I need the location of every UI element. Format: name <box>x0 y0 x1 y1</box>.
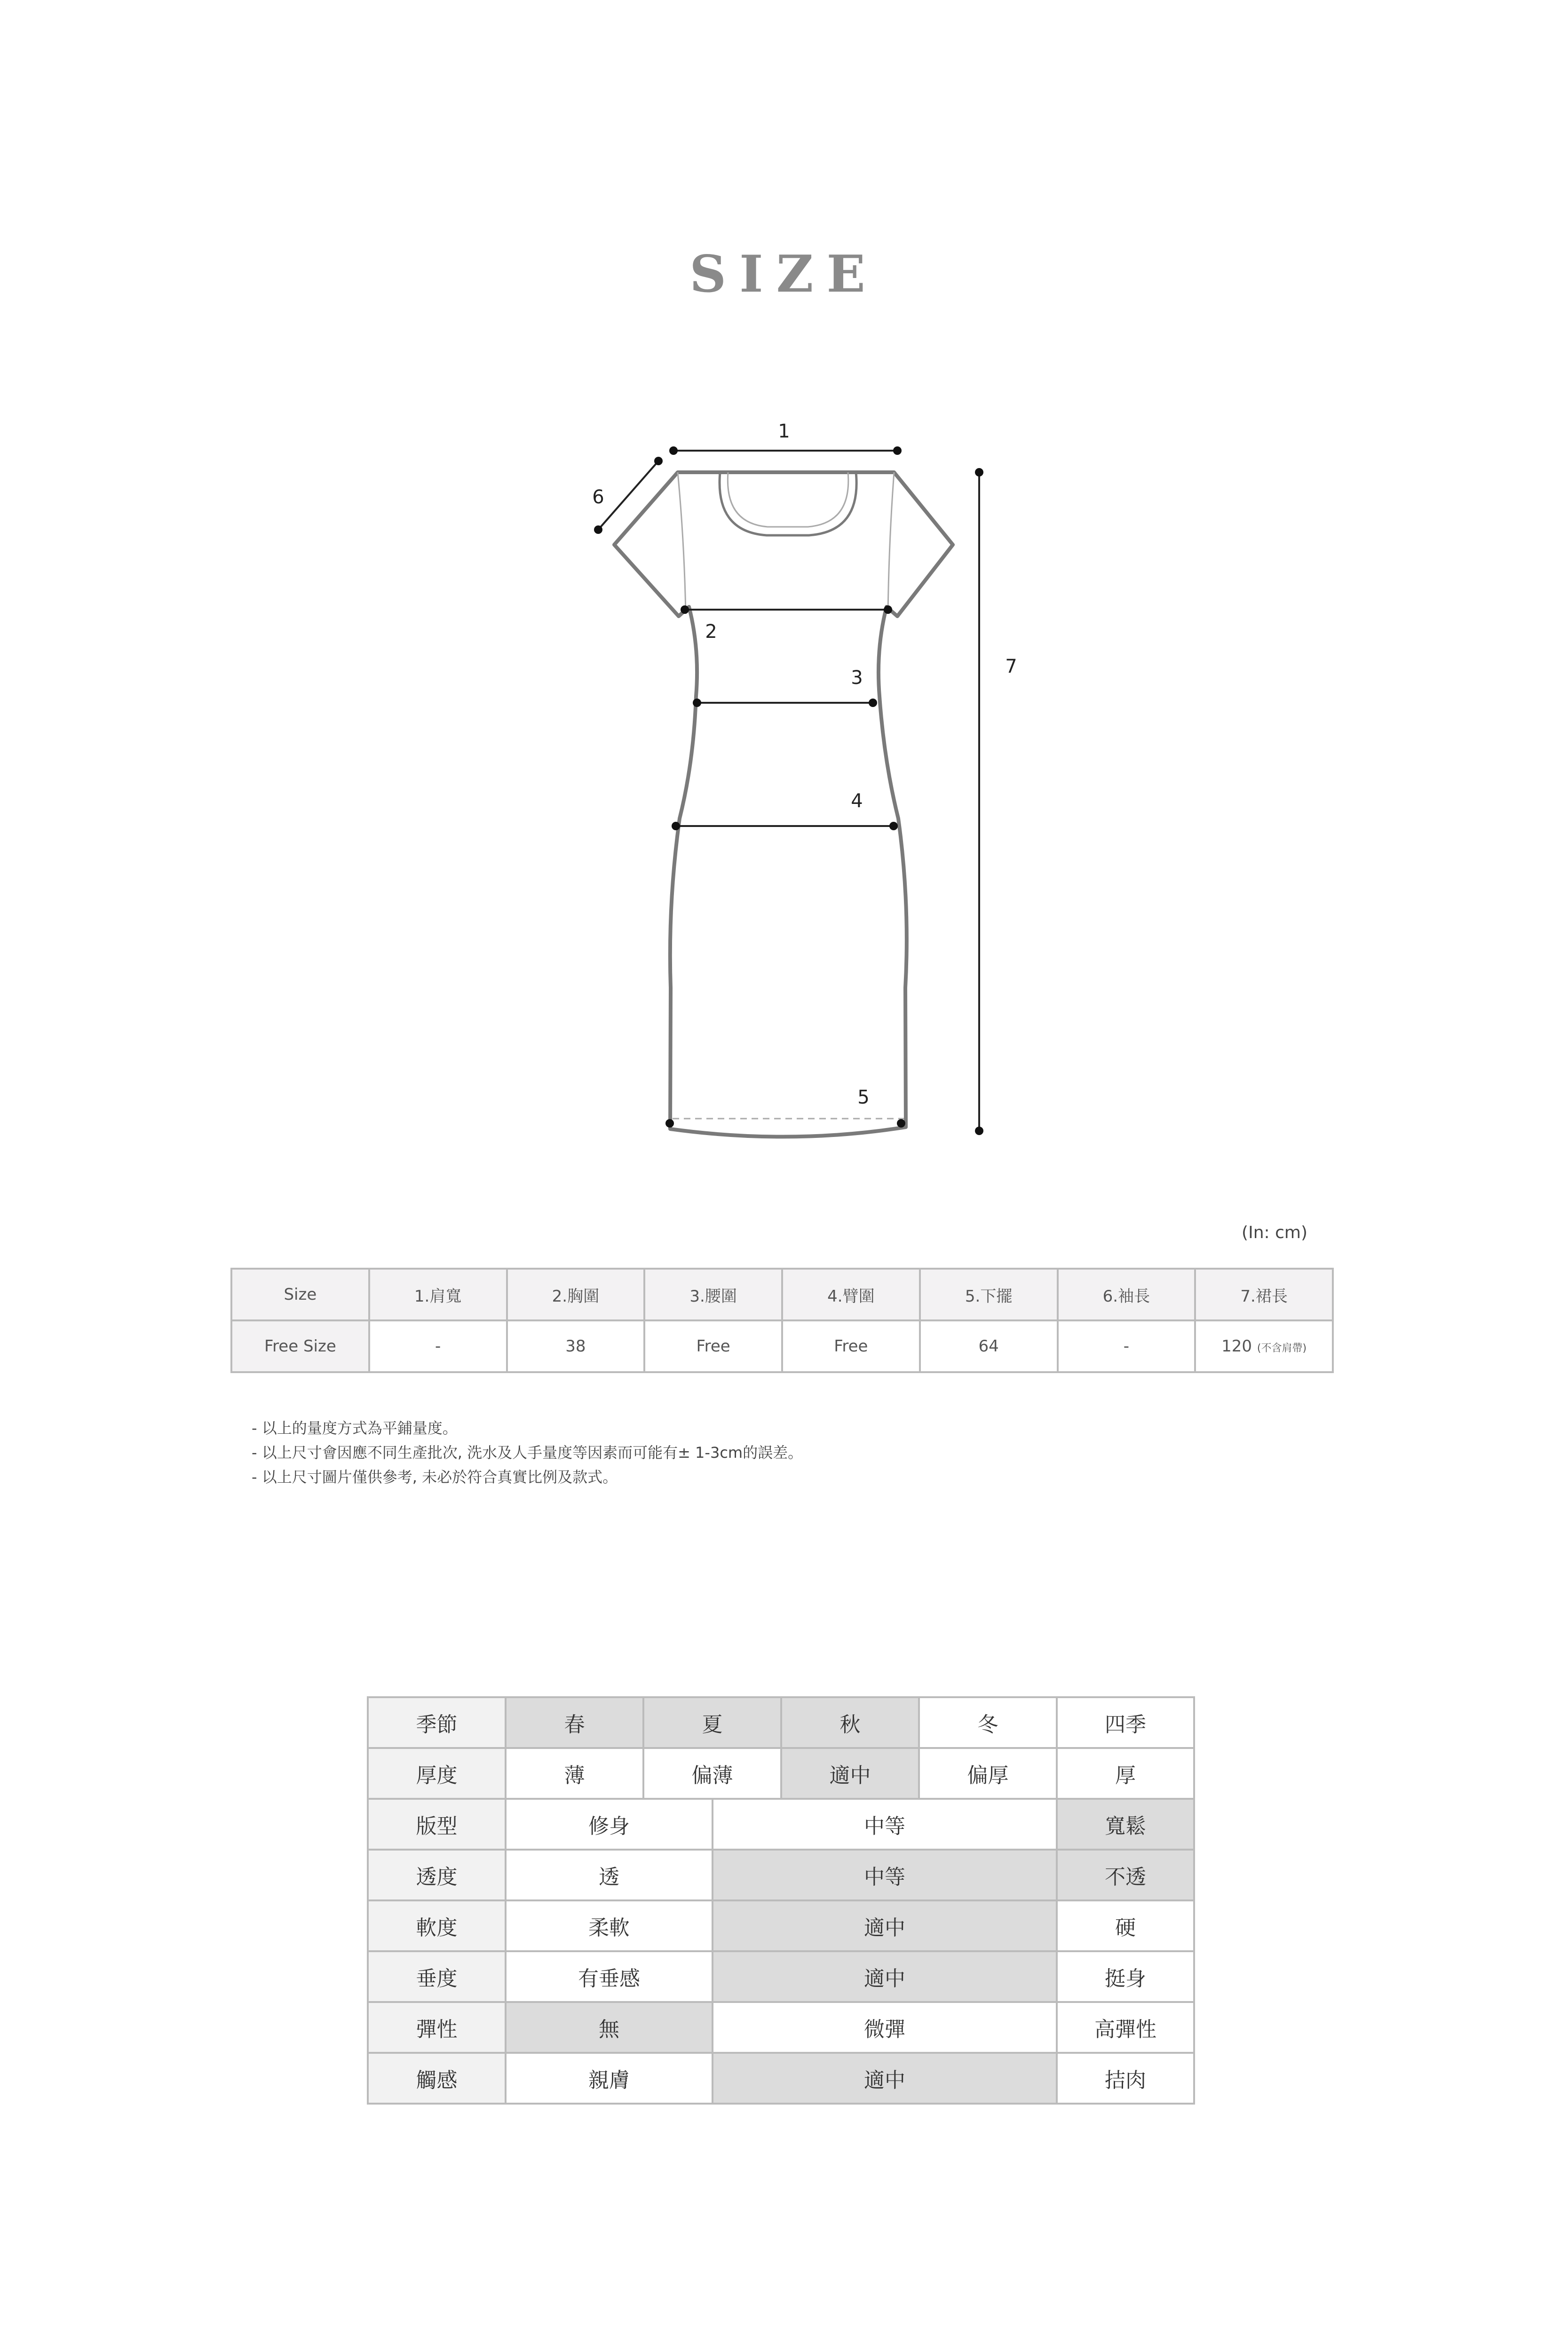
measure-dot <box>672 822 680 830</box>
size-value-cell <box>1195 1320 1333 1372</box>
size-header-cell: 1.肩寬 <box>369 1269 507 1320</box>
property-option: 有垂感 <box>506 1951 713 2002</box>
size-header-cell: 6.袖長 <box>1058 1269 1196 1320</box>
measure-dot <box>869 699 877 707</box>
label-hip: 4 <box>851 790 863 812</box>
label-chest: 2 <box>705 621 717 643</box>
property-option: 微彈 <box>713 2002 1057 2053</box>
property-option: 適中 <box>713 2053 1057 2104</box>
property-option: 適中 <box>713 1951 1057 2002</box>
measure-dot <box>975 1127 983 1135</box>
measure-dot <box>893 446 902 455</box>
size-table-header-row <box>231 1269 1333 1320</box>
note-line: - 以上尺寸圖片僅供參考, 未必於符合真實比例及款式。 <box>252 1468 618 1486</box>
measure-dot <box>594 525 602 534</box>
label-shoulder: 1 <box>778 421 790 442</box>
measure-dot <box>889 822 898 830</box>
property-option: 中等 <box>713 1799 1057 1850</box>
property-option: 柔軟 <box>506 1900 713 1951</box>
measure-dot <box>669 446 678 455</box>
property-option: 無 <box>506 2002 713 2053</box>
size-table <box>230 1268 1334 1373</box>
size-header-cell: 3.腰圍 <box>644 1269 782 1320</box>
size-value-cell: Free <box>644 1320 782 1372</box>
size-row-label: Free Size <box>231 1320 369 1372</box>
measure-dot <box>654 457 663 465</box>
property-option: 挺身 <box>1057 1951 1194 2002</box>
property-option: 透 <box>506 1850 713 1900</box>
property-row-drape <box>368 1951 1194 2002</box>
property-label: 彈性 <box>368 2002 506 2053</box>
property-label: 軟度 <box>368 1900 506 1951</box>
size-header-cell: 4.臂圍 <box>782 1269 920 1320</box>
property-row-touch <box>368 2053 1194 2104</box>
property-option: 不透 <box>1057 1850 1194 1900</box>
property-row-season <box>368 1697 1194 1748</box>
property-row-thickness <box>368 1748 1194 1799</box>
property-option: 硬 <box>1057 1900 1194 1951</box>
size-value-cell: Free <box>782 1320 920 1372</box>
label-length: 7 <box>1005 656 1017 677</box>
property-option: 親膚 <box>506 2053 713 2104</box>
size-header-cell: 7.裙長 <box>1195 1269 1333 1320</box>
property-label: 季節 <box>368 1697 506 1748</box>
measurement-notes <box>252 1416 803 1489</box>
property-option: 偏厚 <box>919 1748 1057 1799</box>
size-value-cell: - <box>1058 1320 1196 1372</box>
property-option: 修身 <box>506 1799 713 1850</box>
property-row-elasticity <box>368 2002 1194 2053</box>
size-table-row <box>231 1320 1333 1372</box>
size-value-cell: 64 <box>920 1320 1058 1372</box>
property-label: 版型 <box>368 1799 506 1850</box>
page-title: SIZE <box>689 245 879 304</box>
measure-dot <box>884 605 892 614</box>
measure-dot <box>681 605 689 614</box>
measure-dot <box>975 468 983 477</box>
size-header-cell: Size <box>231 1269 369 1320</box>
measure-dot <box>897 1119 905 1128</box>
property-option: 中等 <box>713 1850 1057 1900</box>
property-option: 寬鬆 <box>1057 1799 1194 1850</box>
size-header-cell: 5.下擺 <box>920 1269 1058 1320</box>
property-option: 春 <box>506 1697 643 1748</box>
label-hem: 5 <box>857 1087 870 1108</box>
length-note: (不含肩帶) <box>1257 1343 1307 1354</box>
measure-dot <box>665 1119 674 1128</box>
property-row-softness <box>368 1900 1194 1951</box>
property-option: 冬 <box>919 1697 1057 1748</box>
fabric-properties-table <box>367 1696 1195 2105</box>
property-label: 透度 <box>368 1850 506 1900</box>
property-row-fit <box>368 1799 1194 1850</box>
label-waist: 3 <box>851 667 863 689</box>
length-value: 120 <box>1221 1337 1252 1356</box>
property-label: 厚度 <box>368 1748 506 1799</box>
property-option: 適中 <box>713 1900 1057 1951</box>
unit-label: (In: cm) <box>1242 1223 1307 1242</box>
note-line: - 以上尺寸會因應不同生產批次, 洗水及人手量度等因素而可能有± 1-3cm的誤差。 <box>252 1444 803 1462</box>
measure-dot <box>693 699 701 707</box>
property-option: 薄 <box>506 1748 643 1799</box>
size-header-cell: 2.胸圍 <box>507 1269 645 1320</box>
property-option: 高彈性 <box>1057 2002 1194 2053</box>
size-value-cell: 38 <box>507 1320 645 1372</box>
property-row-transparency <box>368 1850 1194 1900</box>
property-option: 偏薄 <box>643 1748 781 1799</box>
property-option: 拮肉 <box>1057 2053 1194 2104</box>
property-option: 夏 <box>643 1697 781 1748</box>
note-line: - 以上的量度方式為平鋪量度。 <box>252 1419 458 1437</box>
size-value-cell: - <box>369 1320 507 1372</box>
property-option: 四季 <box>1057 1697 1194 1748</box>
property-label: 垂度 <box>368 1951 506 2002</box>
dress-outline <box>614 472 953 1137</box>
property-option: 適中 <box>781 1748 919 1799</box>
property-option: 秋 <box>781 1697 919 1748</box>
property-option: 厚 <box>1057 1748 1194 1799</box>
property-label: 觸感 <box>368 2053 506 2104</box>
label-sleeve: 6 <box>592 486 604 508</box>
